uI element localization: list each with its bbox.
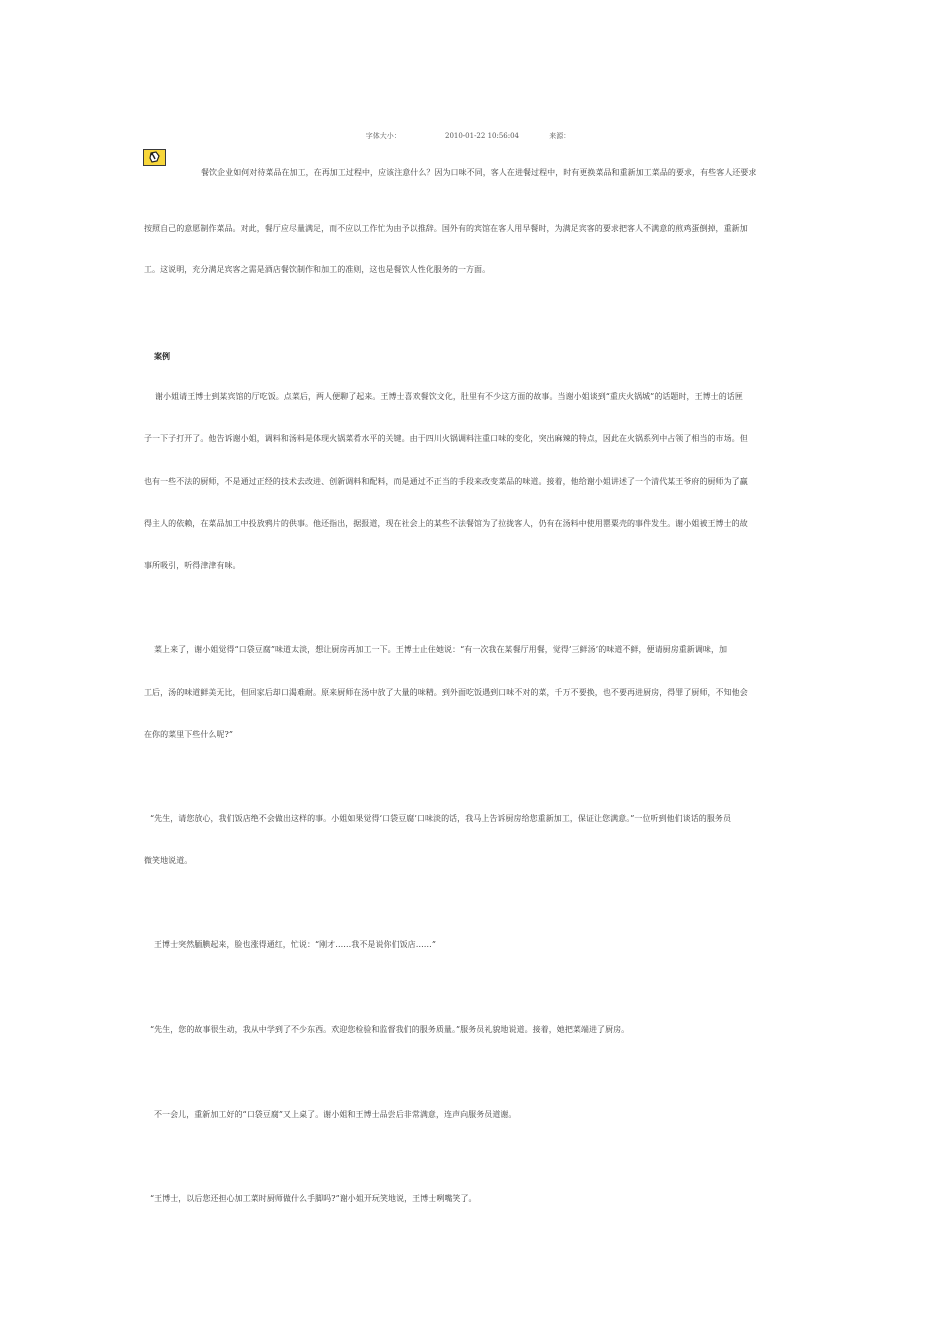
paragraph-line: 微笑地说道。 — [144, 856, 193, 865]
paragraph-line: 在你的菜里下些什么呢?” — [144, 730, 233, 739]
font-size-label[interactable]: 字体大小： — [365, 132, 401, 140]
paragraph-line: “先生，您的故事很生动，我从中学到了不少东西。欢迎您检验和监督我们的服务质量。”服务员礼貌地说道。接着，她把菜端进了厨房。 — [150, 1025, 630, 1034]
paragraph-line: 菜上来了，谢小姐觉得“口袋豆腐”味道太淡，想让厨房再加工一下。王博士止住她说：“有一次我在某餐厅用餐，觉得‘三鲜汤’的味道不鲜，便请厨房重新调味，加 — [154, 645, 728, 654]
intro-line: 餐饮企业如何对待菜品在加工，在再加工过程中，应该注意什么？因为口味不同，客人在进餐过程中，时有更换菜品和重新加工菜品的要求，有些客人还要求 — [201, 168, 757, 177]
source-label: 来源： — [549, 132, 571, 140]
article-meta — [0, 131, 950, 141]
case-heading: 案例 — [154, 352, 170, 361]
intro-line: 工。这说明，充分满足宾客之需是酒店餐饮制作和加工的准则，这也是餐饮人性化服务的一方面。 — [144, 265, 491, 274]
paragraph-line: 谢小姐请王博士到某宾馆的厅吃饭。点菜后，两人便聊了起来。王博士喜欢餐饮文化，肚里有不少这方面的故事。当谢小姐谈到“重庆火锅城”的话题时，王博士的话匣 — [155, 392, 743, 401]
paragraph-line: 事所吸引，听得津津有味。 — [144, 561, 241, 570]
intro-line: 按照自己的意愿制作菜品。对此，餐厅应尽量满足，而不应以工作忙为由予以推辞。国外有的宾馆在客人用早餐时，为满足宾客的要求把客人不满意的煎鸡蛋倒掉，重新加 — [144, 224, 748, 233]
paragraph-line: 子一下子打开了。他告诉谢小姐，调料和汤料是体现火锅菜肴水平的关键。由于四川火锅调料注重口味的变化，突出麻辣的特点，因此在火锅系列中占领了相当的市场。但 — [144, 434, 748, 443]
paragraph-line: 王博士突然腼腆起来，脸也涨得通红，忙说：“刚才……我不是说你们饭店……” — [154, 940, 436, 949]
print-icon[interactable] — [143, 149, 166, 166]
paragraph-line: 也有一些不法的厨师，不是通过正经的技术去改进、创新调料和配料，而是通过不正当的手段来改变菜品的味道。接着，他给谢小姐讲述了一个清代某王爷府的厨师为了赢 — [144, 477, 748, 486]
paragraph-line: 工后，汤的味道鲜美无比，但回家后却口渴难耐。原来厨师在汤中放了大量的味精。到外面吃饭遇到口味不对的菜，千万不要换，也不要再进厨房，得罪了厨师，不知他会 — [144, 688, 748, 697]
paragraph-line: “王博士，以后您还担心加工菜时厨师做什么手脚吗?”谢小姐开玩笑地说，王博士咧嘴笑了。 — [150, 1194, 477, 1203]
publish-datetime: 2010-01-22 10:56:04 — [444, 132, 520, 140]
paragraph-line: 得主人的依赖，在菜品加工中投放鸦片的供事。他还指出，据报道，现在社会上的某些不法餐馆为了拉拢客人，仍有在汤料中使用罂粟壳的事件发生。谢小姐被王博士的故 — [144, 519, 748, 528]
paragraph-line: 不一会儿，重新加工好的“口袋豆腐”又上桌了。谢小姐和王博士品尝后非常满意，连声向服务员道谢。 — [154, 1110, 517, 1119]
paragraph-line: “先生，请您放心，我们饭店绝不会做出这样的事。小姐如果觉得‘口袋豆腐’口味淡的话，我马上告诉厨房给您重新加工，保证让您满意。”一位听到他们谈话的服务员 — [150, 814, 732, 823]
